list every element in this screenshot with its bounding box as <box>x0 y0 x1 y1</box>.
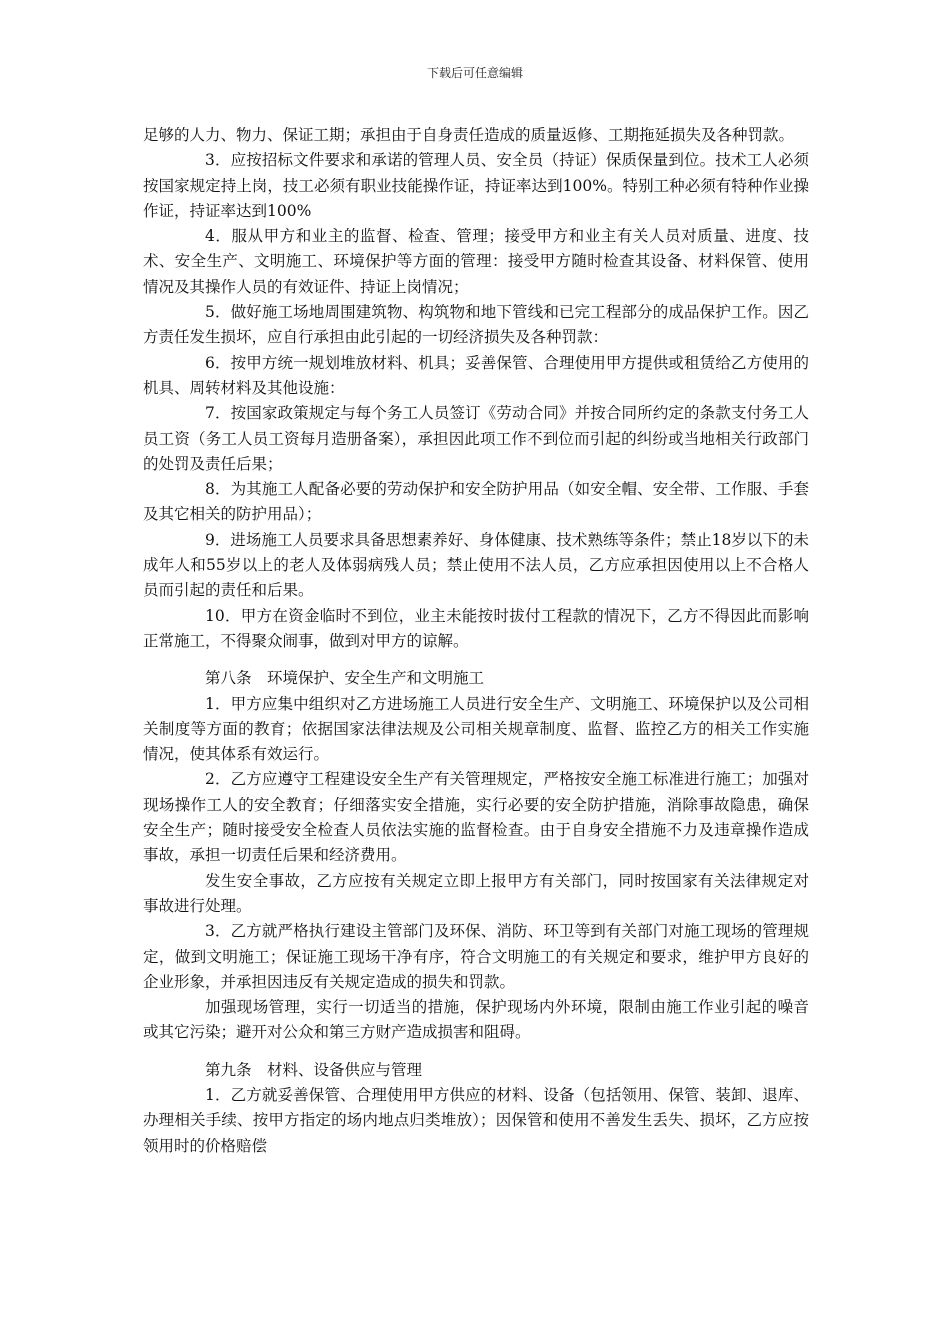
paragraph: 8．为其施工人配备必要的劳动保护和安全防护用品（如安全帽、安全带、工作服、手套及其它相关的防护用品）； <box>143 480 809 524</box>
paragraph: 1．乙方就妥善保管、合理使用甲方供应的材料、设备（包括领用、保管、装卸、退库、办理相关手续、按甲方指定的场内地点归类堆放）；因保管和使用不善发生丢失、损坏，乙方应按领用时的价格赔偿 <box>143 1085 809 1155</box>
paragraph: 7．按国家政策规定与每个务工人员签订《劳动合同》并按合同所约定的条款支付务工人员工资（务工人员工资每月造册备案），承担因此项工作不到位而引起的纠纷或当地相关行政部门的处罚及责任后果； <box>143 404 809 473</box>
section-heading: 第九条 材料、设备供应与管理 <box>205 1060 423 1079</box>
paragraph: 1．甲方应集中组织对乙方进场施工人员进行安全生产、文明施工、环境保护以及公司相关制度等方面的教育；依据国家法律法规及公司相关规章制度、监督、监控乙方的相关工作实施情况，使其体系有效运行。 <box>143 694 809 764</box>
paragraph: 加强现场管理，实行一切适当的措施，保护现场内外环境，限制由施工作业引起的噪音或其它污染；避开对公众和第三方财产造成损害和阻碍。 <box>143 998 809 1042</box>
paragraph: 9．进场施工人员要求具备思想素养好、身体健康、技术熟练等条件；禁止18岁以下的未成年人和55岁以上的老人及体弱病残人员；禁止使用不法人员，乙方应承担因使用以上不合格人员而引起的责任和后果。 <box>143 530 809 600</box>
paragraph: 3．乙方就严格执行建设主管部门及环保、消防、环卫等到有关部门对施工现场的管理规定，做到文明施工；保证施工现场干净有序，符合文明施工的有关规定和要求，维护甲方良好的企业形象，并承担因违反有关规定造成的损失和罚款。 <box>143 922 809 991</box>
paragraph: 4．服从甲方和业主的监督、检查、管理；接受甲方和业主有关人员对质量、进度、技术、安全生产、文明施工、环境保护等方面的管理：接受甲方随时检查其设备、材料保管、使用情况及其操作人员的有效证件、持证上岗情况； <box>143 227 809 296</box>
paragraph: 发生安全事故，乙方应按有关规定立即上报甲方有关部门，同时按国家有关法律规定对事故进行处理。 <box>143 871 809 915</box>
paragraph: 10．甲方在资金临时不到位，业主未能按时拔付工程款的情况下，乙方不得因此而影响正常施工，不得聚众闹事，做到对甲方的谅解。 <box>143 606 809 650</box>
section-heading: 第八条 环境保护、安全生产和文明施工 <box>205 669 485 688</box>
paragraph: 5．做好施工场地周围建筑物、构筑物和地下管线和已完工程部分的成品保护工作。因乙方责任发生损坏，应自行承担由此引起的一切经济损失及各种罚款： <box>143 303 809 347</box>
document-body <box>143 123 809 1159</box>
paragraph: 2．乙方应遵守工程建设安全生产有关管理规定，严格按安全施工标准进行施工；加强对现场操作工人的安全教育；仔细落实安全措施，实行必要的安全防护措施，消除事故隐患，确保安全生产；随时接受安全检查人员依法实施的监督检查。由于自身安全措施不力及违章操作造成事故，承担一切责任后果和经济费用。 <box>143 770 809 865</box>
page-header: 下载后可任意编辑 <box>426 66 523 80</box>
paragraph: 3．应按招标文件要求和承诺的管理人员、安全员（持证）保质保量到位。技术工人必须按国家规定持上岗，技工必须有职业技能操作证，持证率达到100%。特别工种必须有特种作业操作证，持证率达到100% <box>143 151 809 220</box>
paragraph: 6．按甲方统一规划堆放材料、机具；妥善保管、合理使用甲方提供或租赁给乙方使用的机具、周转材料及其他设施： <box>143 353 809 397</box>
paragraph: 足够的人力、物力、保证工期；承担由于自身责任造成的质量返修、工期拖延损失及各种罚款。 <box>143 126 795 144</box>
